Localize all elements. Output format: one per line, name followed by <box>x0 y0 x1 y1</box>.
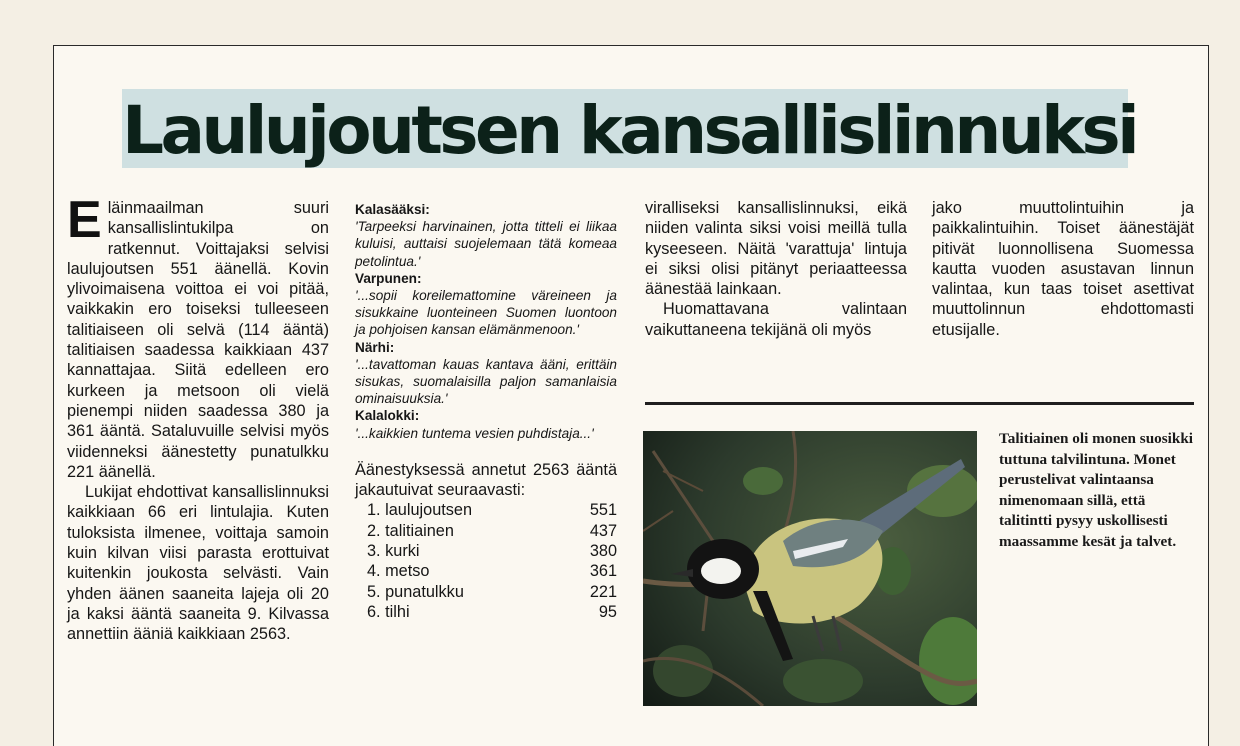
quote-bird: Närhi: <box>355 339 395 355</box>
quote-text: 'Tarpeeksi harvinainen, jotta titteli ei liikaa kuluisi, auttaisi suojelemaan tätä komeaa petolintua.' <box>355 219 617 269</box>
result-row: 2. talitiainen 437 <box>367 521 617 540</box>
column-3 <box>645 198 907 340</box>
result-row: 6. tilhi 95 <box>367 602 617 621</box>
quote-bird: Kalalokki: <box>355 408 420 424</box>
drop-cap: E <box>67 191 102 249</box>
result-row: 1. laulujoutsen 551 <box>367 501 617 520</box>
quote-bird: Varpunen: <box>355 270 422 286</box>
paragraph: Huomattavana valintaan vaikuttaneena tekijänä oli myös <box>645 300 907 339</box>
quote-text: '...sopii koreilemattomine väreineen ja sisukkaine luonteineen Suomen luontoon ja pohjoisen kansan elämänmenoon.' <box>355 288 617 338</box>
paragraph: viralliseksi kansallislinnuksi, eikä niiden valinta siksi voisi meillä tulla kyseeseen. Näitä 'varattuja' lintuja ei siksi olisi pitänyt periaatteessa äänestää lainkaan. <box>645 199 907 299</box>
lead-paragraph: Eläinmaailman suuri kansallislintukilpa on ratkennut. Voittajaksi selvisi laulujoutsen 551 äänellä. Kovin ylivoimaisena voittoa ei voi pitää, vaikkakin ero toiseksi tulleeseen talitiaiseen oli selvä (114 ääntä) talitiaisen saadessa kaikkiaan 437 kannattajaa. Siitä edelleen ero kurkeen ja metsoon oli vielä pienempi niiden saadessa 380 ja 361 ääntä. Sataluvuille selvisi myös viidenneksi äänestetty punatulkku 221 äänellä. <box>67 191 329 481</box>
quote-block <box>355 407 617 441</box>
bird-illustration <box>643 431 977 706</box>
quote-block <box>355 201 617 270</box>
column-2 <box>355 201 617 622</box>
section-rule <box>645 402 1194 405</box>
quote-block <box>355 270 617 339</box>
result-row: 5. punatulkku 221 <box>367 582 617 601</box>
quote-text: '...tavattoman kauas kantava ääni, erittäin sisukas, suomalaisilla paljon samanlaisia ominaisuuksia.' <box>355 356 617 407</box>
quote-block <box>355 339 617 408</box>
results-list <box>355 460 617 622</box>
article-title: Laulujoutsen kansallislinnuksi <box>122 92 1137 169</box>
quote-bird: Kalasääksi: <box>355 202 430 217</box>
paragraph: Lukijat ehdottivat kansallislinnuksi kaikkiaan 66 eri lintulajia. Kuten tuloksista ilmenee, voittaja samoin kuin kilvan viisi parasta erottuivat kuitenkin joukosta selvästi. Vain yhden äänen saaneita lajeja oli 20 ja kaksi ääntä saaneita 9. Kilvassa annettiin ääniä kaikkiaan 2563. <box>67 483 329 644</box>
photo-caption: Talitiainen oli monen suosikki tuttuna talvilintuna. Monet perustelivat valintaansa nimenomaan sillä, että talitintti pysyy uskollisesti maassamme kesät ja talvet. <box>999 430 1193 550</box>
results-intro: Äänestyksessä annetut 2563 ääntä jakautuivat seuraavasti: <box>355 460 617 500</box>
great-tit-photo <box>643 431 977 706</box>
paragraph: jako muuttolintuihin ja paikkalintuihin. Toiset äänestäjät pitivät luonnollisena Suomessa kautta vuoden asustavan linnun valintaa, kun taas toiset asettivat muuttolinnun ehdottomasti etusijalle. <box>932 199 1194 339</box>
column-1 <box>67 191 329 645</box>
column-4 <box>932 198 1194 340</box>
result-row: 3. kurki 380 <box>367 542 617 561</box>
result-row: 4. metso 361 <box>367 562 617 581</box>
quote-text: '...kaikkien tuntema vesien puhdistaja...' <box>355 425 594 441</box>
